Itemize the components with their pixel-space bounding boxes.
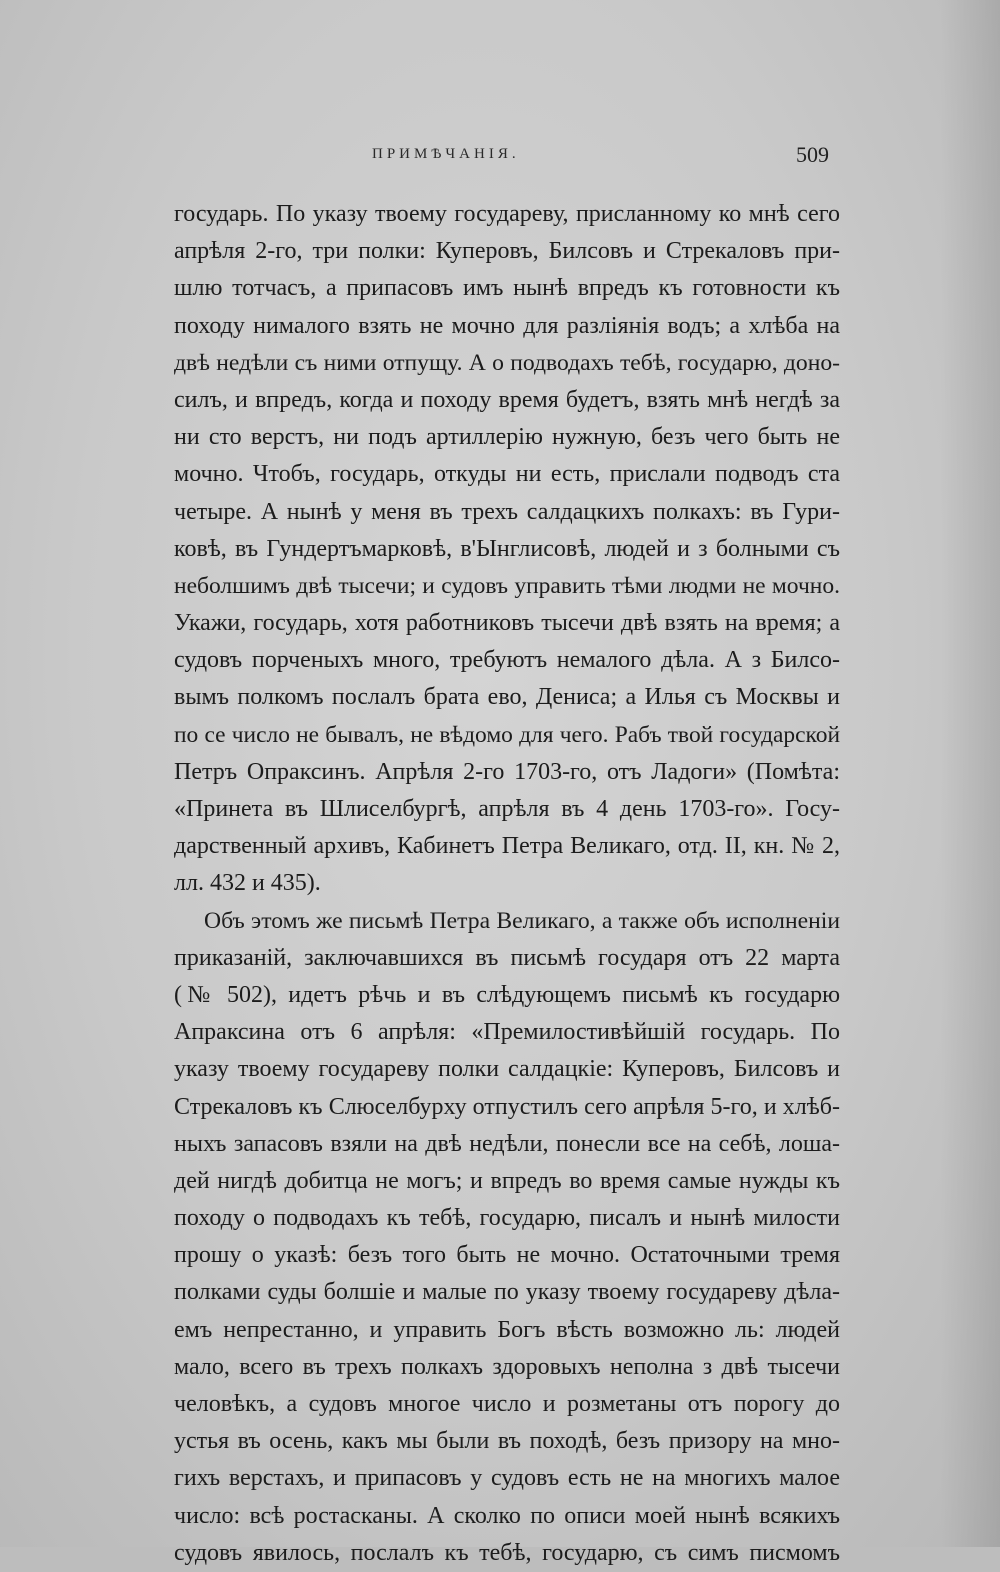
page-edge-shadow [940,0,1000,1547]
text-line: Объ этомъ же письмѣ Петра Великаго, а также объ исполненiи [204,907,840,934]
text-line: государь. По указу твоему государеву, присланному ко мнѣ сего [174,201,840,227]
text-line: число: всѣ ростасканы. А сколко по описи моей нынѣ всякихъ [174,1502,840,1529]
text-line: силъ, и впредъ, когда и походу время будетъ, взять мнѣ негдѣ за [174,386,840,413]
text-line: Апраксина отъ 6 апрѣля: «Премилостивѣйшiй государь. По [174,1019,840,1046]
text-line: прошу о указѣ: безъ того быть не мочно. Остаточными тремя [174,1242,840,1269]
text-line: (№ 502), идетъ рѣчь и въ слѣдующемъ письмѣ къ государю [174,981,840,1008]
text-line: четыре. А нынѣ у меня въ трехъ салдацкихъ полкахъ: въ Гури- [174,498,840,525]
text-line: «Принета въ Шлиселбургѣ, апрѣля въ 4 день 1703-го». Госу- [174,796,840,822]
text-line: походу нималого взять не мочно для разлiянiя водъ; а хлѣба на [174,312,840,339]
text-line: емъ непрестанно, и управить Богъ вѣсть возможно ль: людей [174,1316,840,1343]
text-line: мало, всего въ трехъ полкахъ здоровыхъ неполна з двѣ тысечи [174,1353,840,1380]
text-line: судовъ явилось, послалъ къ тебѣ, государю, съ симъ писмомъ [174,1539,840,1566]
text-line: полками суды болшiе и малые по указу твоему государеву дѣла- [174,1279,840,1306]
text-line: вымъ полкомъ послалъ брата ево, Дениса; а Илья съ Москвы и [174,684,840,711]
text-line: ни сто верстъ, ни подъ артиллерiю нужную, безъ чего быть не [174,424,840,451]
text-line: лл. 432 и 435). [174,870,321,897]
text-line: походу о подводахъ къ тебѣ, государю, писалъ и нынѣ милости [174,1205,840,1232]
text-line: двѣ недѣли съ ними отпущу. А о подводахъ тебѣ, государю, доно- [174,349,840,376]
text-line: по се число не бывалъ, не вѣдомо для чего. Рабъ твой государской [174,721,840,748]
text-line: приказанiй, заключавшихся въ письмѣ государя отъ 22 марта [174,944,840,971]
text-line: человѣкъ, а судовъ многое число и розметаны отъ порогу до [174,1391,840,1417]
text-line: мочно. Чтобъ, государь, откуды ни есть, прислали подводъ ста [174,461,840,488]
running-head: ПРИМѢЧАНІЯ. [372,146,520,162]
text-line: неболшимъ двѣ тысечи; и судовъ управить тѣми людми не мочно. [174,572,840,599]
text-line: устья въ осень, какъ мы были въ походѣ, безъ призору на мно- [174,1428,840,1455]
text-line: апрѣля 2-го, три полки: Куперовъ, Билсовъ и Стрекаловъ при- [174,238,840,265]
text-line: Стрекаловъ къ Слюселбурху отпустилъ сего апрѣля 5-го, и хлѣб- [174,1093,840,1120]
text-line: ковѣ, въ Гундертъмарковѣ, в'Ынглисовѣ, людей и з болными съ [174,535,840,562]
text-line: указу твоему государеву полки салдацкiе: Куперовъ, Билсовъ и [174,1056,840,1083]
text-line: Укажи, государь, хотя работниковъ тысечи двѣ взять на время; а [174,610,840,637]
page-number: 509 [796,142,829,167]
text-line: дарственный архивъ, Кабинетъ Петра Великаго, отд. II, кн. № 2, [174,833,840,860]
body-text [174,196,840,1572]
text-line: гихъ верстахъ, и припасовъ у судовъ есть не на многихъ малое [174,1465,840,1492]
text-line: шлю тотчасъ, а припасовъ имъ нынѣ впредъ къ готовности къ [174,275,840,302]
text-line: дей нигдѣ добитца не могъ; и впредъ во время самые нужды къ [174,1167,840,1194]
text-line: судовъ порченыхъ много, требуютъ немалого дѣла. А з Билсо- [174,647,840,674]
text-line: Петръ Опраксинъ. Апрѣля 2-го 1703-го, отъ Ладоги» (Помѣта: [174,758,840,785]
text-line: ныхъ запасовъ взяли на двѣ недѣли, понесли все на себѣ, лоша- [174,1130,840,1157]
